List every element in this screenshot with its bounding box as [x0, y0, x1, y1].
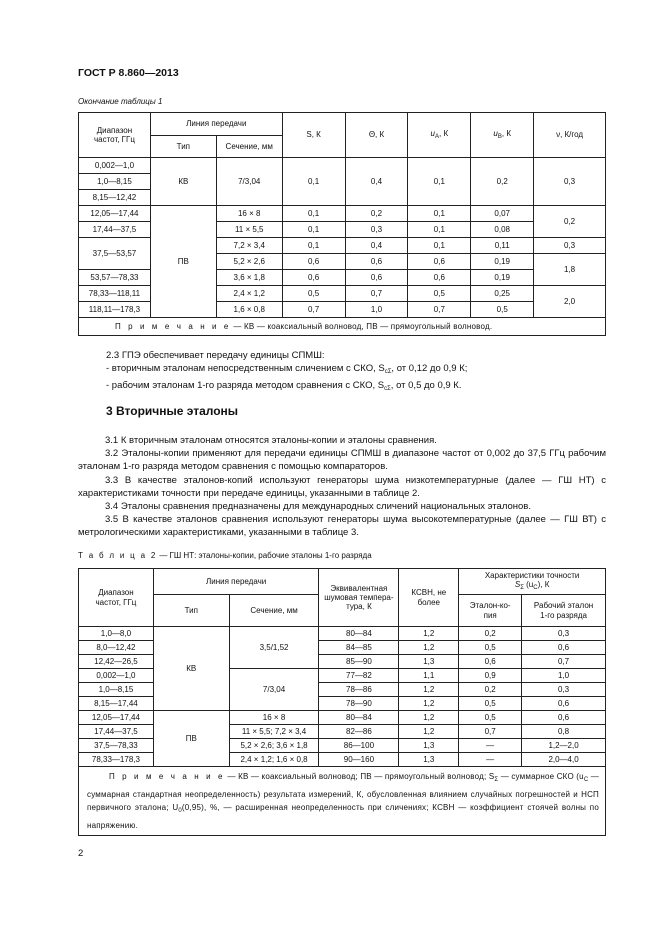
t1-kv-section: 7/3,04 [216, 158, 282, 206]
t2-cell: 1,2 [399, 711, 459, 725]
t2-cell: 2,0—4,0 [522, 753, 606, 767]
t2-kv-sec1: 3,5/1,52 [229, 627, 319, 669]
t2-cell: 82—86 [319, 725, 399, 739]
t1-cell: 16 × 8 [216, 206, 282, 222]
t2-cell: 0,3 [522, 627, 606, 641]
t2-cell: 17,44—37,5 [79, 725, 154, 739]
t1-cell: 0,6 [282, 270, 345, 286]
t2-cell: 80—84 [319, 711, 399, 725]
t1-nu-20: 2,0 [534, 286, 606, 318]
t2-h-type: Тип [153, 595, 229, 627]
para-3-5: 3.5 В качестве эталонов сравнения используют генераторы шума высокотемпературные (далее — ГШ ВТ) с метрологическими характеристиками, указанными в таблице 3. [78, 514, 606, 539]
t2-cell: 85—90 [319, 655, 399, 669]
table-1 [78, 112, 606, 336]
t1-cell: 0,6 [408, 254, 471, 270]
t1-h-ub: $u_B$, К [471, 113, 534, 158]
para-3-1: 3.1 К вторичным эталонам относятся эталоны-копии и эталоны сравнения. [105, 435, 437, 446]
t2-cell: 2,4 × 1,2; 1,6 × 0,8 [229, 753, 319, 767]
t1-cell: 0,1 [408, 238, 471, 254]
t1-cell: 3,6 × 1,8 [216, 270, 282, 286]
t2-cell: 0,5 [459, 697, 522, 711]
t1-cell: 0,1 [282, 238, 345, 254]
t1-kv-ub: 0,2 [471, 158, 534, 206]
t1-h-s: S, К [282, 113, 345, 158]
t1-nu-02: 0,2 [534, 206, 606, 238]
t1-cell: 1,0 [345, 302, 408, 318]
t2-note: П р и м е ч а н и е — КВ — коаксиальный волновод; ПВ — прямоугольный волновод; $S_\Sigma$ — суммарное СКО ($u_C$ — суммарная стандартная неопределенность) результата измерений, К, обусловленная влиянием случайных погрешностей и НСП первичного эталона; $U_0(0,95)$, %, — расширенная неопределенность при сличениях; КСВН — коэффициент стоячей волны по напряжению. [79, 767, 606, 836]
t2-cell: 0,6 [522, 711, 606, 725]
para-2-3-title: 2.3 ГПЭ обеспечивает передачу единицы СПМШ: [106, 350, 325, 361]
t1-h-ua: $u_A$, К [408, 113, 471, 158]
t2-cell: 86—100 [319, 739, 399, 753]
t2-cell: 80—84 [319, 627, 399, 641]
t2-cell: 0,6 [459, 655, 522, 669]
t1-kv-ua: 0,1 [408, 158, 471, 206]
t2-cell: 12,05—17,44 [79, 711, 154, 725]
para-2-3-line2: - рабочим эталонам 1-го разряда методом сравнения с СКО, $S_{c\Sigma}$, от 0,5 до 0,9 К. [106, 380, 462, 393]
t2-kv-type: КВ [153, 627, 229, 711]
t2-cell: 0,2 [459, 683, 522, 697]
t1-cell: 0,6 [345, 254, 408, 270]
t1-kv-type: КВ [150, 158, 216, 206]
t1-kv-s: 0,1 [282, 158, 345, 206]
t1-cell: 7,2 × 3,4 [216, 238, 282, 254]
section-3-title: 3 Вторичные эталоны [106, 404, 239, 418]
t2-cell: 0,5 [459, 641, 522, 655]
t1-cell: 0,5 [471, 302, 534, 318]
t1-cell: 0,1 [408, 222, 471, 238]
t2-cell: 84—85 [319, 641, 399, 655]
t2-cell: 8,0—12,42 [79, 641, 154, 655]
t1-cell: 2,4 × 1,2 [216, 286, 282, 302]
t2-h-temp: Эквивалентная шумовая темпера- тура, К [319, 569, 399, 627]
t1-cell: 0,7 [345, 286, 408, 302]
t1-cell: 0,7 [282, 302, 345, 318]
table1-caption: Окончание таблицы 1 [78, 97, 163, 106]
t1-cell: 0,08 [471, 222, 534, 238]
t2-pv-type: ПВ [153, 711, 229, 767]
t2-cell: 1,3 [399, 739, 459, 753]
table-2 [78, 568, 606, 836]
t1-h-type: Тип [150, 136, 216, 158]
t2-cell: 12,42—26,5 [79, 655, 154, 669]
section-3-body [78, 434, 606, 540]
t2-cell: 78,33—178,3 [79, 753, 154, 767]
t2-cell: 1,0 [522, 669, 606, 683]
t1-cell: 0,3 [345, 222, 408, 238]
t2-cell: 0,6 [522, 641, 606, 655]
t1-cell: 78,33—118,11 [79, 286, 151, 302]
t1-cell: 118,11—178,3 [79, 302, 151, 318]
t2-cell: 16 × 8 [229, 711, 319, 725]
t2-cell: 1,2 [399, 683, 459, 697]
t2-cell: 77—82 [319, 669, 399, 683]
t1-cell: 0,7 [408, 302, 471, 318]
t2-cell: 0,8 [522, 725, 606, 739]
t1-pv-type: ПВ [150, 206, 216, 318]
t1-cell: 53,57—78,33 [79, 270, 151, 286]
t1-cell: 0,6 [345, 270, 408, 286]
t1-cell: 0,6 [408, 270, 471, 286]
t1-cell: 0,25 [471, 286, 534, 302]
t2-h-accuracy: Характеристики точности $S_\Sigma$ $(u_C)$, К [459, 569, 606, 595]
t1-kv-theta: 0,4 [345, 158, 408, 206]
t1-h-theta: Θ, К [345, 113, 408, 158]
t2-cell: 5,2 × 2,6; 3,6 × 1,8 [229, 739, 319, 753]
t2-h-work: Рабочий эталон 1-го разряда [522, 595, 606, 627]
t1-cell: 12,05—17,44 [79, 206, 151, 222]
t1-h-line: Линия передачи [150, 113, 282, 136]
t1-cell: 0,5 [282, 286, 345, 302]
t1-cell: 0,2 [345, 206, 408, 222]
t2-cell: 78—86 [319, 683, 399, 697]
t1-cell: 0,1 [408, 206, 471, 222]
t1-cell: 5,2 × 2,6 [216, 254, 282, 270]
t2-cell: 0,002—1,0 [79, 669, 154, 683]
t2-cell: 1,2 [399, 697, 459, 711]
t2-cell: 8,15—17,44 [79, 697, 154, 711]
t2-cell: 0,3 [522, 683, 606, 697]
t1-cell: 0,19 [471, 270, 534, 286]
t2-cell: 90—160 [319, 753, 399, 767]
t2-kv-sec2: 7/3,04 [229, 669, 319, 711]
t2-cell: 11 × 5,5; 7,2 × 3,4 [229, 725, 319, 739]
t2-h-line: Линия передачи [153, 569, 319, 595]
t2-cell: 1,2 [399, 725, 459, 739]
t1-h-section: Сечение, мм [216, 136, 282, 158]
t2-cell: 1,2 [399, 627, 459, 641]
t1-cell: 1,6 × 0,8 [216, 302, 282, 318]
t2-cell: 1,2—2,0 [522, 739, 606, 753]
para-3-4: 3.4 Эталоны сравнения предназначены для международных сличений национальных эталонов. [105, 501, 531, 513]
table2-caption: Т а б л и ц а 2 — ГШ НТ: эталоны-копии, рабочие эталоны 1-го разряда [78, 551, 372, 560]
t1-cell: 0,002—1,0 [79, 158, 151, 174]
t2-cell: 1,3 [399, 753, 459, 767]
para-2-3 [106, 349, 606, 397]
t1-note: П р и м е ч а н и е — КВ — коаксиальный волновод, ПВ — прямоугольный волновод. [79, 318, 606, 336]
t2-cell: 0,7 [522, 655, 606, 669]
t2-cell: 0,2 [459, 627, 522, 641]
page-number: 2 [78, 848, 84, 859]
t1-cell: 0,3 [534, 238, 606, 254]
para-3-3: 3.3 В качестве эталонов-копий используют генераторы шума низкотемпературные (далее — ГШ НТ) с характеристиками точности при передаче единицы, указанными в таблице 2. [78, 474, 606, 499]
para-2-3-line1: - вторичным эталонам непосредственным сличением с СКО, $S_{c\Sigma}$, от 0,12 до 0,9 К; [106, 363, 468, 376]
t1-cell: 0,5 [408, 286, 471, 302]
t2-cell: 1,3 [399, 655, 459, 669]
t2-cell: 78—90 [319, 697, 399, 711]
t1-cell: 0,1 [282, 222, 345, 238]
t1-cell: 0,11 [471, 238, 534, 254]
t1-cell: 0,4 [345, 238, 408, 254]
t2-cell: — [459, 753, 522, 767]
t2-cell: 1,1 [399, 669, 459, 683]
t2-cell: 0,5 [459, 711, 522, 725]
t2-cell: 37,5—78,33 [79, 739, 154, 753]
t2-cell: 0,6 [522, 697, 606, 711]
t1-h-range: Диапазон частот, ГГц [79, 113, 151, 158]
t1-cell: 0,19 [471, 254, 534, 270]
para-3-2: 3.2 Эталоны-копии применяют для передачи единицы СПМШ в диапазоне частот от 0,002 до 37,5 ГГц рабочим эталонам 1-го разряда методом сравнения с помощью компараторов. [78, 448, 606, 473]
t2-h-section: Сечение, мм [229, 595, 319, 627]
page-header: ГОСТ Р 8.860—2013 [78, 67, 179, 79]
t1-cell: 17,44—37,5 [79, 222, 151, 238]
t2-cell: 1,2 [399, 641, 459, 655]
t2-h-vswr: КСВН, не более [399, 569, 459, 627]
t2-cell: 0,7 [459, 725, 522, 739]
t1-cell: 1,0—8,15 [79, 174, 151, 190]
t2-cell: 0,9 [459, 669, 522, 683]
t2-h-range: Диапазон частот, ГГц [79, 569, 154, 627]
t1-cell: 0,6 [282, 254, 345, 270]
t2-cell: 1,0—8,15 [79, 683, 154, 697]
t1-cell: 11 × 5,5 [216, 222, 282, 238]
t1-cell: 8,15—12,42 [79, 190, 151, 206]
t1-cell: 37,5—53,57 [79, 238, 151, 270]
t2-cell: — [459, 739, 522, 753]
t1-h-nu: ν, К/год [534, 113, 606, 158]
t2-h-copy: Эталон-ко- пия [459, 595, 522, 627]
t1-nu-18: 1,8 [534, 254, 606, 286]
t2-cell: 1,0—8,0 [79, 627, 154, 641]
t1-kv-nu: 0,3 [534, 158, 606, 206]
t1-cell: 0,07 [471, 206, 534, 222]
t1-cell: 0,1 [282, 206, 345, 222]
